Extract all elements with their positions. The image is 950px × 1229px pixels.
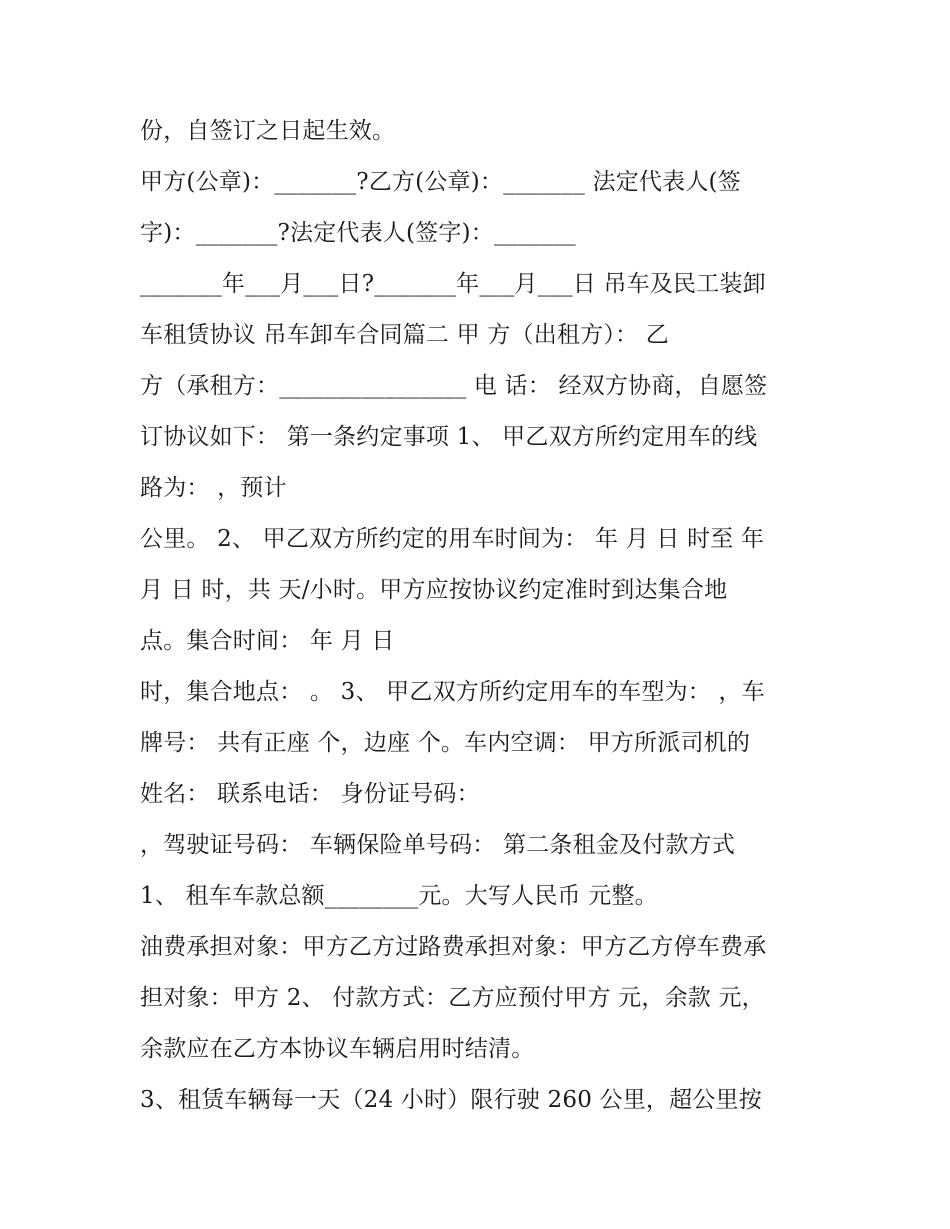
text-line: 路为： ，预计 — [140, 475, 287, 501]
text-line: 公里。 2、 甲乙双方所约定的用车时间为： 年 月 日 时至 年 — [140, 526, 765, 552]
text-line: 方（承租方：________________ 电 话： 经双方协商，自愿签 — [140, 373, 768, 399]
text-line: 车租赁协议 吊车卸车合同篇二 甲 方（出租方）： 乙 — [140, 322, 669, 348]
text-line: 3、租赁车辆每一天（24 小时）限行驶 260 公里，超公里按 — [140, 1087, 762, 1113]
text-line: 担对象：甲方 2、 付款方式：乙方应预付甲方 元，余款 元， — [140, 985, 765, 1011]
document-body — [140, 106, 830, 1126]
text-line: 牌号： 共有正座 个，边座 个。车内空调： 甲方所派司机的 — [140, 730, 751, 756]
text-line: 订协议如下： 第一条约定事项 1、 甲乙双方所约定用车的线 — [140, 424, 758, 450]
text-line: _______年___月___日?_______年___月___日 吊车及民工装卸 — [140, 271, 766, 297]
text-line: 油费承担对象：甲方乙方过路费承担对象：甲方乙方停车费承 — [140, 934, 767, 960]
text-line: 时，集合地点： 。 3、 甲乙双方所约定用车的车型为： ，车 — [140, 679, 765, 705]
text-line: 点。集合时间： 年 月 日 — [140, 628, 395, 654]
text-line: 余款应在乙方本协议车辆启用时结清。 — [140, 1036, 535, 1062]
text-line: 份，自签订之日起生效。 — [140, 118, 396, 144]
text-line: 字)：_______?法定代表人(签字)：_______ — [140, 220, 576, 246]
text-line: 姓名： 联系电话： 身份证号码： — [140, 781, 480, 807]
text-line: 甲方(公章)：_______?乙方(公章)：_______ 法定代表人(签 — [140, 169, 741, 195]
text-line: ，驾驶证号码： 车辆保险单号码： 第二条租金及付款方式 — [140, 832, 736, 858]
text-line: 1、 租车车款总额________元。大写人民币 元整。 — [140, 883, 658, 909]
text-line: 月 日 时，共 天/小时。甲方应按协议约定准时到达集合地 — [140, 577, 728, 603]
